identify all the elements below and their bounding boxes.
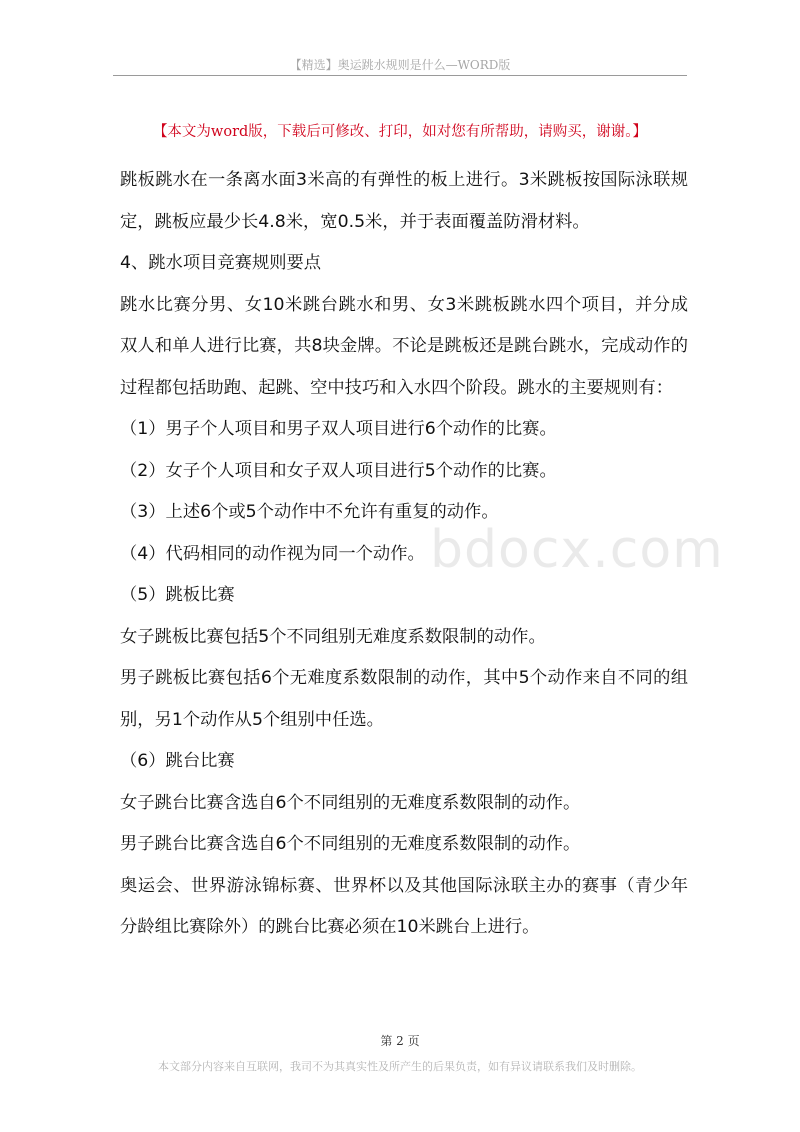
watermark: bdocx.com <box>430 520 724 580</box>
document-body <box>120 160 688 949</box>
rule-item-6-heading: （6）跳台比赛 <box>120 751 235 771</box>
paragraph-men-platform: 男子跳台比赛含选自6个不同组别的无难度系数限制的动作。 <box>120 834 581 854</box>
footer-disclaimer: 本文部分内容来自互联网，我司不为其真实性及所产生的后果负责，如有异议请联系我们及时删除。 <box>158 1060 642 1073</box>
rule-item-4: （4）代码相同的动作视为同一个动作。 <box>120 543 425 564</box>
paragraph-springboard-spec: 跳板跳水在一条离水面3米高的有弹性的板上进行。3米跳板按国际泳联规定，跳板应最少长4.8米，宽0.5米，并于表面覆盖防滑材料。 <box>120 170 688 232</box>
paragraph-events-overview: 跳水比赛分男、女10米跳台跳水和男、女3米跳板跳水四个项目，并分成双人和单人进行比赛，共8块金牌。不论是跳板还是跳台跳水，完成动作的过程都包括助跑、起跳、空中技巧和入水四个阶段。跳水的主要规则有： <box>120 294 688 398</box>
header-divider <box>113 75 687 76</box>
rule-item-2: （2）女子个人项目和女子双人项目进行5个动作的比赛。 <box>120 460 557 481</box>
paragraph-women-platform: 女子跳台比赛含选自6个不同组别的无难度系数限制的动作。 <box>120 792 581 813</box>
rule-item-5-heading: （5）跳板比赛 <box>120 585 235 605</box>
paragraph-men-springboard: 男子跳板比赛包括6个无难度系数限制的动作，其中5个动作来自不同的组别，另1个动作从5个组别中任选。 <box>120 668 688 730</box>
page-header: 【精选】奥运跳水规则是什么—WORD版 <box>289 58 511 72</box>
rule-item-3: （3）上述6个或5个动作中不允许有重复的动作。 <box>120 502 499 522</box>
page-number: 第 2 页 <box>380 1034 420 1048</box>
rule-item-1: （1）男子个人项目和男子双人项目进行6个动作的比赛。 <box>120 419 557 439</box>
paragraph-platform-height: 奥运会、世界游泳锦标赛、世界杯以及其他国际泳联主办的赛事（青少年分龄组比赛除外）的跳台比赛必须在10米跳台上进行。 <box>120 875 688 937</box>
paragraph-women-springboard: 女子跳板比赛包括5个不同组别无难度系数限制的动作。 <box>120 626 546 647</box>
section-heading-rules: 4、跳水项目竞赛规则要点 <box>120 253 322 273</box>
purchase-notice: 【本文为word版，下载后可修改、打印，如对您有所帮助，请购买，谢谢。】 <box>152 124 648 140</box>
